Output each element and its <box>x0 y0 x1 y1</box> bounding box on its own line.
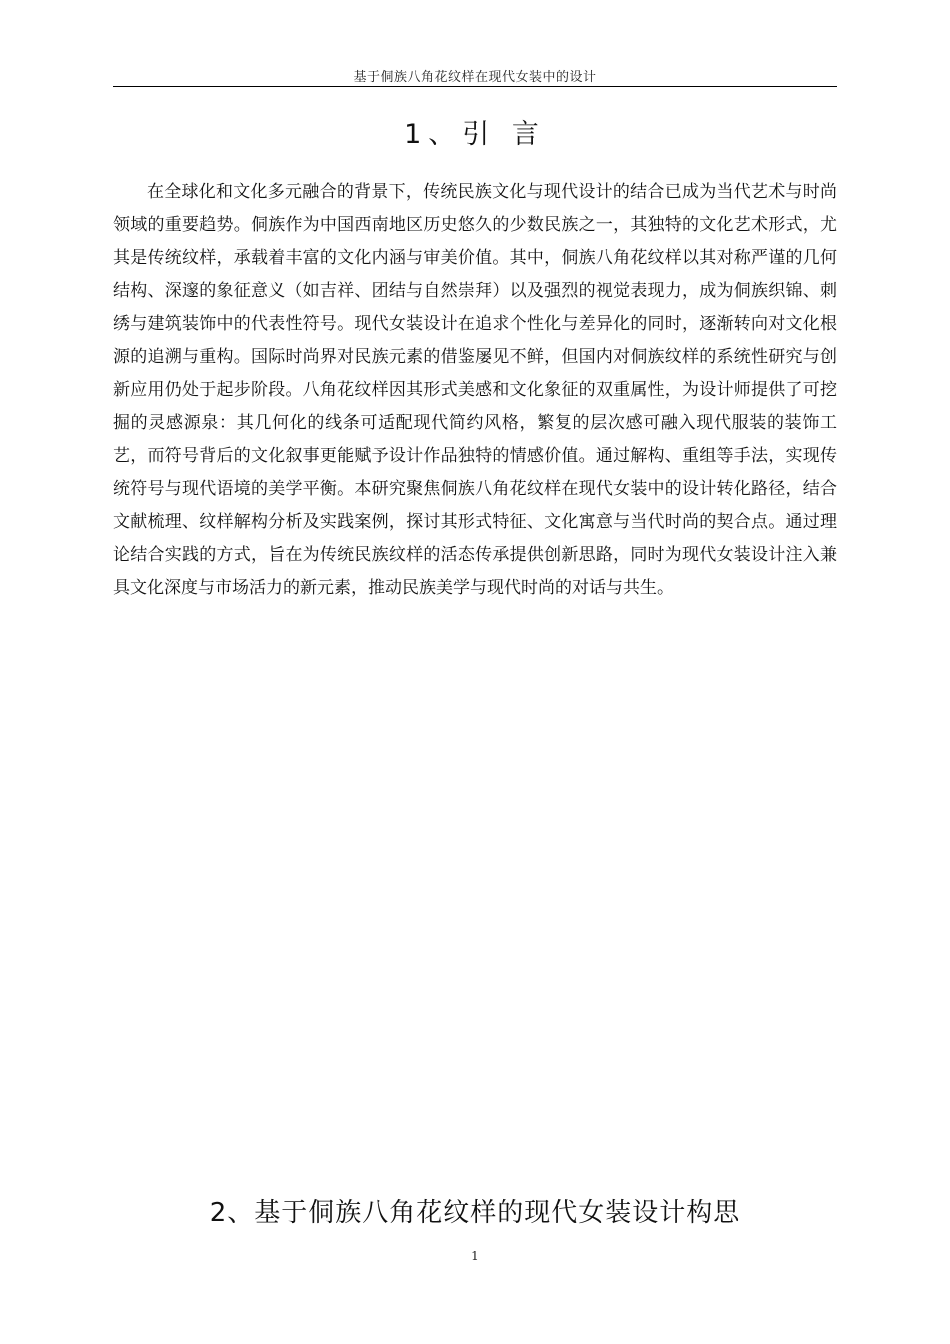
section-title-2: 2、基于侗族八角花纹样的现代女装设计构思 <box>209 1198 741 1228</box>
running-header: 基于侗族八角花纹样在现代女装中的设计 <box>353 70 597 85</box>
section-title: 1、引 言 <box>404 119 546 150</box>
header-rule <box>113 86 837 87</box>
page-number: 1 <box>471 1249 479 1263</box>
body-paragraph: 在全球化和文化多元融合的背景下，传统民族文化与现代设计的结合已成为当代艺术与时尚领域的重要趋势。侗族作为中国西南地区历史悠久的少数民族之一，其独特的文化艺术形式，尤其是传统纹样，承载着丰富的文化内涵与审美价值。其中，侗族八角花纹样以其对称严谨的几何结构、深邃的象征意义（如吉祥、团结与自然崇拜）以及强烈的视觉表现力，成为侗族织锦、刺绣与建筑装饰中的代表性符号。现代女装设计在追求个性化与差异化的同时，逐渐转向对文化根源的追溯与重构。国际时尚界对民族元素的借鉴屡见不鲜，但国内对侗族纹样的系统性研究与创新应用仍处于起步阶段。八角花纹样因其形式美感和文化象征的双重属性，为设计师提供了可挖掘的灵感源泉：其几何化的线条可适配现代简约风格，繁复的层次感可融入现代服装的装饰工艺，而符号背后的文化叙事更能赋予设计作品独特的情感价值。通过解构、重组等手法，实现传统符号与现代语境的美学平衡。本研究聚焦侗族八角花纹样在现代女装中的设计转化路径，结合文献梳理、纹样解构分析及实践案例，探讨其形式特征、文化寓意与当代时尚的契合点。通过理论结合实践的方式，旨在为传统民族纹样的活态传承提供创新思路，同时为现代女装设计注入兼具文化深度与市场活力的新元素，推动民族美学与现代时尚的对话与共生。 <box>113 182 837 598</box>
